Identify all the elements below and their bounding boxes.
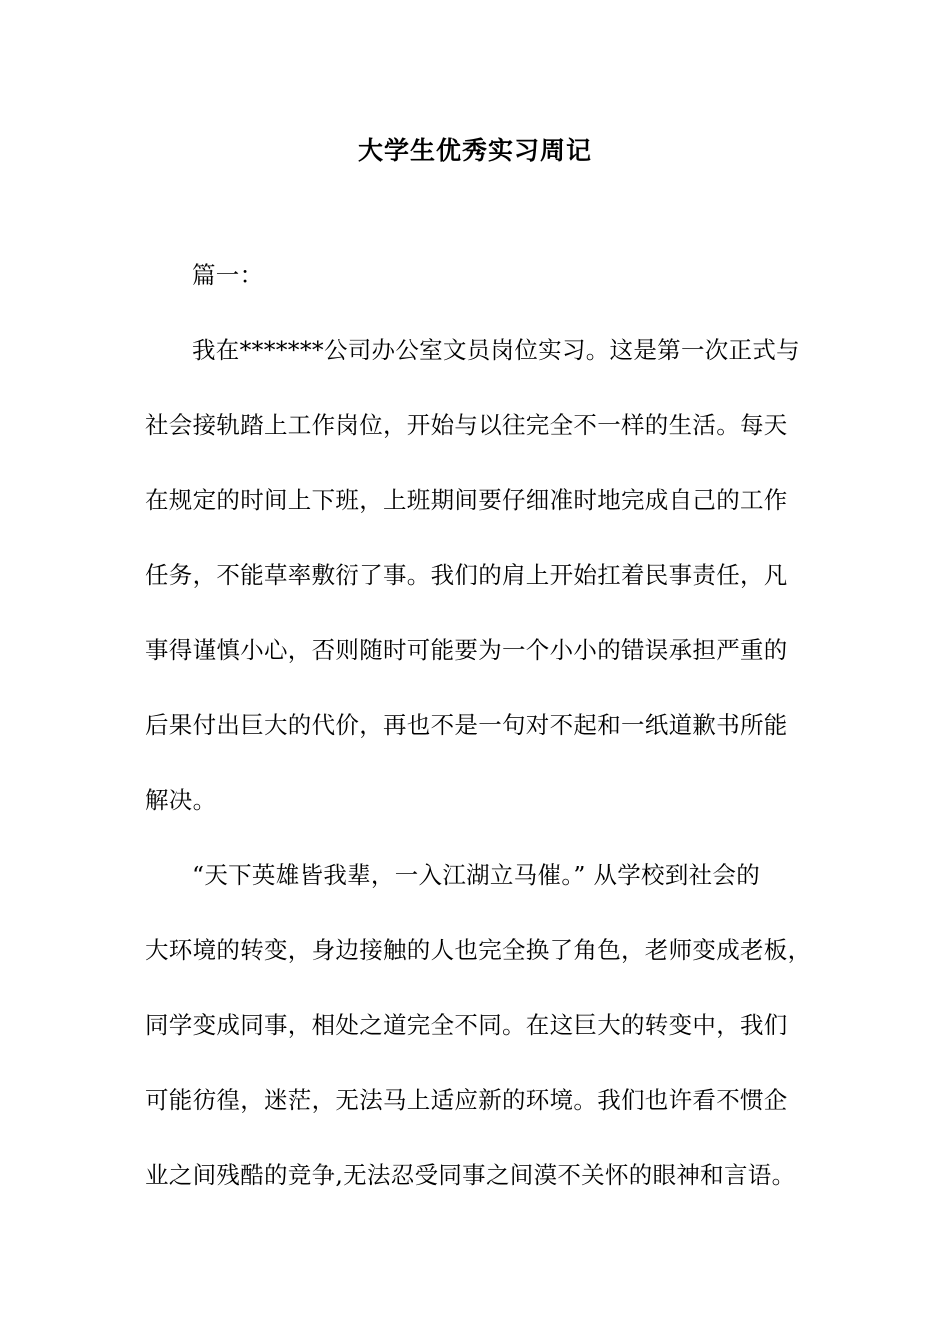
paragraph-line: 可能彷徨，迷茫，无法马上适应新的环境。我们也许看不惯企 bbox=[145, 1086, 788, 1114]
paragraph-line: 大环境的转变，身边接触的人也完全换了角色，老师变成老板， bbox=[145, 936, 812, 964]
paragraph-line: 篇一： bbox=[192, 261, 264, 289]
paragraph-line: 在规定的时间上下班，上班期间要仔细准时地完成自己的工作 bbox=[145, 486, 788, 514]
paragraph-line: 后果付出巨大的代价，再也不是一句对不起和一纸道歉书所能 bbox=[145, 711, 788, 739]
paragraph-line: 任务，不能草率敷衍了事。我们的肩上开始扛着民事责任，凡 bbox=[145, 561, 788, 589]
document-body bbox=[145, 257, 810, 1232]
paragraph-line: 我在*******公司办公室文员岗位实习。这是第一次正式与 bbox=[192, 336, 800, 364]
paragraph-line: 同学变成同事，相处之道完全不同。在这巨大的转变中，我们 bbox=[145, 1011, 788, 1039]
paragraph-line: 事得谨慎小心，否则随时可能要为一个小小的错误承担严重的 bbox=[145, 636, 788, 664]
paragraph-line: “天下英雄皆我辈，一入江湖立马催。” 从学校到社会的 bbox=[192, 861, 761, 889]
paragraph-line: 解决。 bbox=[145, 786, 217, 814]
paragraph-line: 业之间残酷的竞争,无法忍受同事之间漠不关怀的眼神和言语。 bbox=[145, 1161, 796, 1189]
paragraph-line: 社会接轨踏上工作岗位，开始与以往完全不一样的生活。每天 bbox=[145, 411, 788, 439]
document-title: 大学生优秀实习周记 bbox=[357, 136, 592, 165]
